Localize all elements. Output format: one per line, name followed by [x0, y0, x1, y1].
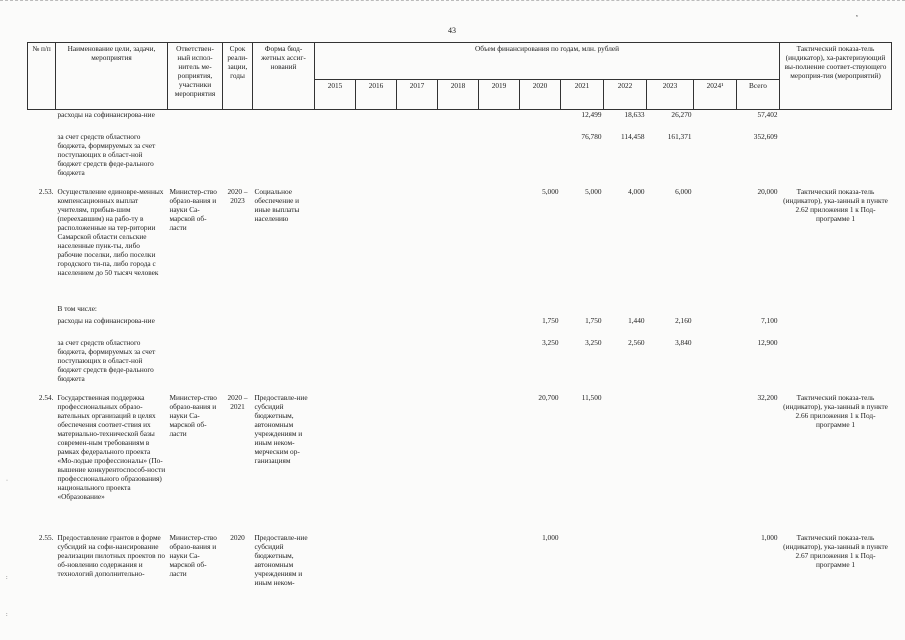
table-row [28, 530, 892, 600]
year-value: 20,700 [538, 392, 559, 402]
indicator: Тактический показа-тель (индикатор), ука-занный в пункте 2.62 приложения 1 к Под-программе 1 [783, 186, 888, 223]
year-value [356, 390, 397, 530]
responsible [168, 110, 223, 132]
year-value: 18,633 [624, 110, 645, 119]
measure-name: Государственная поддержка профессиональных образо-вательных организаций в целях обеспечения соответ-ствия их материально-технической базы современ-ным требованиям в рамках федерального проекта «Мо-лодые профессионалы» (По-вышение конкурентоспособ-ности профессионального образования) национального проекта «Образование» [57, 392, 166, 501]
measure-name: Осуществление единовре-менных компенсационных выплат учителям, прибыв-шим (переехавшим) на рабо-ту в расположенные на тер-ритории Самарской области сельские населенные пунк-ты, либо рабочие поселки, либо поселки городского ти-па, либо города с населением до 50 тысяч человек [57, 186, 164, 277]
year-value: 3,250 [542, 337, 559, 347]
total-value: 7,100 [761, 315, 778, 325]
total-value: 352,609 [753, 131, 778, 141]
term [223, 304, 253, 316]
year-value [397, 530, 438, 600]
year-value: 12,499 [581, 110, 602, 119]
year-value [315, 110, 356, 132]
page-number: 43 [448, 26, 456, 35]
term [223, 110, 253, 132]
year-value [397, 110, 438, 132]
header-year: 2016 [356, 80, 397, 110]
year-value [315, 184, 356, 304]
year-value [397, 316, 438, 338]
row-number [28, 110, 56, 132]
total-value: 1,000 [761, 532, 778, 542]
measure-name: за счет средств областного бюджета, формируемых за счет поступающих в област-ной бюджет средств феде-рального бюджета [57, 337, 156, 383]
header-year: 2018 [438, 80, 479, 110]
header-year: 2024¹ [694, 80, 737, 110]
row-number [28, 338, 56, 390]
year-value [694, 304, 737, 316]
year-value [356, 316, 397, 338]
total-value [737, 304, 780, 316]
term: 2020 – 2021 [227, 392, 248, 411]
year-value [397, 338, 438, 390]
table-row [28, 110, 892, 132]
year-value [694, 338, 737, 390]
year-value: 2,560 [628, 337, 645, 347]
page-top-edge [0, 0, 905, 3]
responsible [168, 304, 223, 316]
term [223, 338, 253, 390]
year-value [356, 110, 397, 132]
year-value [479, 390, 520, 530]
budget-form [253, 316, 315, 338]
year-value: 1,440 [628, 315, 645, 325]
year-value [315, 304, 356, 316]
year-value: 11,500 [581, 392, 602, 402]
year-value [479, 338, 520, 390]
header-year: 2015 [315, 80, 356, 110]
year-value: 76,780 [581, 131, 602, 141]
total-value: 20,000 [757, 186, 778, 196]
term [223, 132, 253, 184]
header-year: 2020 [520, 80, 561, 110]
budget-form [253, 132, 315, 184]
table-row [28, 132, 892, 184]
term: 2020 – 2023 [227, 186, 248, 205]
year-value [315, 132, 356, 184]
budget-form [253, 338, 315, 390]
year-value [438, 390, 479, 530]
year-value [520, 110, 561, 132]
row-number [28, 316, 56, 338]
year-value [438, 338, 479, 390]
budget-form: Социальное обеспечение и иные выплаты населению [254, 186, 300, 223]
indicator: Тактический показа-тель (индикатор), ука-занный в пункте 2.66 приложения 1 к Под-программе 1 [783, 392, 888, 429]
indicator [780, 132, 892, 184]
total-value: 32,200 [757, 392, 778, 402]
responsible [168, 316, 223, 338]
indicator [780, 316, 892, 338]
header-num: № п/п [28, 43, 56, 110]
row-number: 2.53. [38, 186, 54, 196]
year-value [438, 304, 479, 316]
year-value [315, 390, 356, 530]
header-year: 2019 [479, 80, 520, 110]
year-value [356, 530, 397, 600]
measure-name: расходы на софинансирова-ние [57, 110, 155, 119]
header-responsible: Ответствен-ный испол-нитель ме-роприятия, участники мероприятия [168, 43, 223, 110]
year-value: 161,371 [667, 131, 692, 141]
year-value: 5,000 [542, 186, 559, 196]
total-value: 57,402 [757, 110, 778, 119]
row-number: 2.55. [38, 532, 54, 542]
indicator [780, 304, 892, 316]
year-value [479, 316, 520, 338]
margin-dot: : [6, 612, 8, 618]
year-value [694, 530, 737, 600]
measure-name: В том числе: [57, 303, 97, 313]
indicator: Тактический показа-тель (индикатор), ука-занный в пункте 2.67 приложения 1 к Под-программе 1 [783, 532, 888, 569]
table-body [28, 110, 892, 600]
year-value [356, 304, 397, 316]
table-header [28, 43, 892, 110]
corner-mark: ᵛ [856, 13, 859, 21]
year-value [315, 316, 356, 338]
total-value: 12,900 [757, 337, 778, 347]
responsible [168, 338, 223, 390]
year-value [604, 390, 647, 530]
indicator [780, 110, 892, 132]
year-value [647, 530, 694, 600]
year-value [397, 132, 438, 184]
responsible: Министер-ство образо-вания и науки Са-марской об-ласти [169, 392, 217, 438]
year-value: 3,840 [675, 337, 692, 347]
measure-name: Предоставление грантов в форме субсидий на софи-нансирование реализации пилотных проектов по об-новлению содержания и технологий дополнительно- [57, 532, 166, 578]
year-value [438, 530, 479, 600]
header-year: 2022 [604, 80, 647, 110]
year-value: 4,000 [628, 186, 645, 196]
term: 2020 [230, 532, 245, 542]
year-value [479, 110, 520, 132]
year-value [694, 132, 737, 184]
year-value [694, 390, 737, 530]
year-value [438, 316, 479, 338]
year-value: 26,270 [671, 110, 692, 119]
margin-dot: · [6, 478, 8, 484]
responsible: Министер-ство образо-вания и науки Са-марской об-ласти [169, 186, 217, 232]
responsible: Министер-ство образо-вания и науки Са-марской об-ласти [169, 532, 217, 578]
year-value: 3,250 [585, 337, 602, 347]
year-value [397, 390, 438, 530]
year-value: 1,750 [542, 315, 559, 325]
year-value [694, 110, 737, 132]
row-number: 2.54. [38, 392, 54, 402]
header-year: 2023 [647, 80, 694, 110]
header-name: Наименование цели, задачи, мероприятия [56, 43, 168, 110]
budget-form: Предоставле-ние субсидий бюджетным, автономным учреждениям и иным неком-мерческим ор-ганизациям [254, 392, 308, 465]
term [223, 316, 253, 338]
year-value: 1,750 [585, 315, 602, 325]
year-value: 5,000 [585, 186, 602, 196]
year-value [520, 132, 561, 184]
header-total: Всего [737, 80, 780, 110]
table-row [28, 316, 892, 338]
table-row [28, 390, 892, 530]
year-value [438, 132, 479, 184]
year-value [438, 110, 479, 132]
header-indicator: Тактический показа-тель (индикатор), ха-рактеризующий вы-полнение соответ-ствующего мероприя-тия (мероприятий) [780, 43, 892, 110]
responsible [168, 132, 223, 184]
year-value [438, 184, 479, 304]
header-funding: Объем финансирования по годам, млн. рублей [315, 43, 780, 80]
year-value [356, 184, 397, 304]
year-value [647, 304, 694, 316]
year-value [397, 304, 438, 316]
year-value [479, 304, 520, 316]
header-form: Форма бюд-жетных ассиг-нований [253, 43, 315, 110]
header-year: 2017 [397, 80, 438, 110]
year-value [561, 304, 604, 316]
year-value: 2,160 [675, 315, 692, 325]
row-number [28, 304, 56, 316]
year-value: 6,000 [675, 186, 692, 196]
budget-form: Предоставле-ние субсидий бюджетным, автономным учреждениям и иным неком- [254, 532, 308, 587]
year-value [694, 316, 737, 338]
year-value [694, 184, 737, 304]
year-value [315, 338, 356, 390]
year-value [647, 390, 694, 530]
margin-dot: : [6, 575, 8, 581]
year-value [520, 304, 561, 316]
year-value [356, 132, 397, 184]
year-value [397, 184, 438, 304]
year-value [604, 304, 647, 316]
budget-form [253, 304, 315, 316]
row-number [28, 132, 56, 184]
header-term: Срок реали-зации, годы [223, 43, 253, 110]
budget-form [253, 110, 315, 132]
table-row [28, 184, 892, 304]
measure-name: расходы на софинансирова-ние [57, 315, 155, 325]
table-row [28, 338, 892, 390]
year-value [561, 530, 604, 600]
header-year: 2021 [561, 80, 604, 110]
year-value [604, 530, 647, 600]
year-value [479, 530, 520, 600]
year-value [356, 338, 397, 390]
measure-name: за счет средств областного бюджета, формируемых за счет поступающих в област-ной бюджет средств феде-рального бюджета [57, 131, 156, 177]
table-row [28, 304, 892, 316]
year-value [479, 184, 520, 304]
year-value [315, 530, 356, 600]
year-value [479, 132, 520, 184]
year-value: 114,458 [621, 131, 645, 141]
year-value: 1,000 [542, 532, 559, 542]
indicator [780, 338, 892, 390]
funding-table [27, 42, 892, 600]
